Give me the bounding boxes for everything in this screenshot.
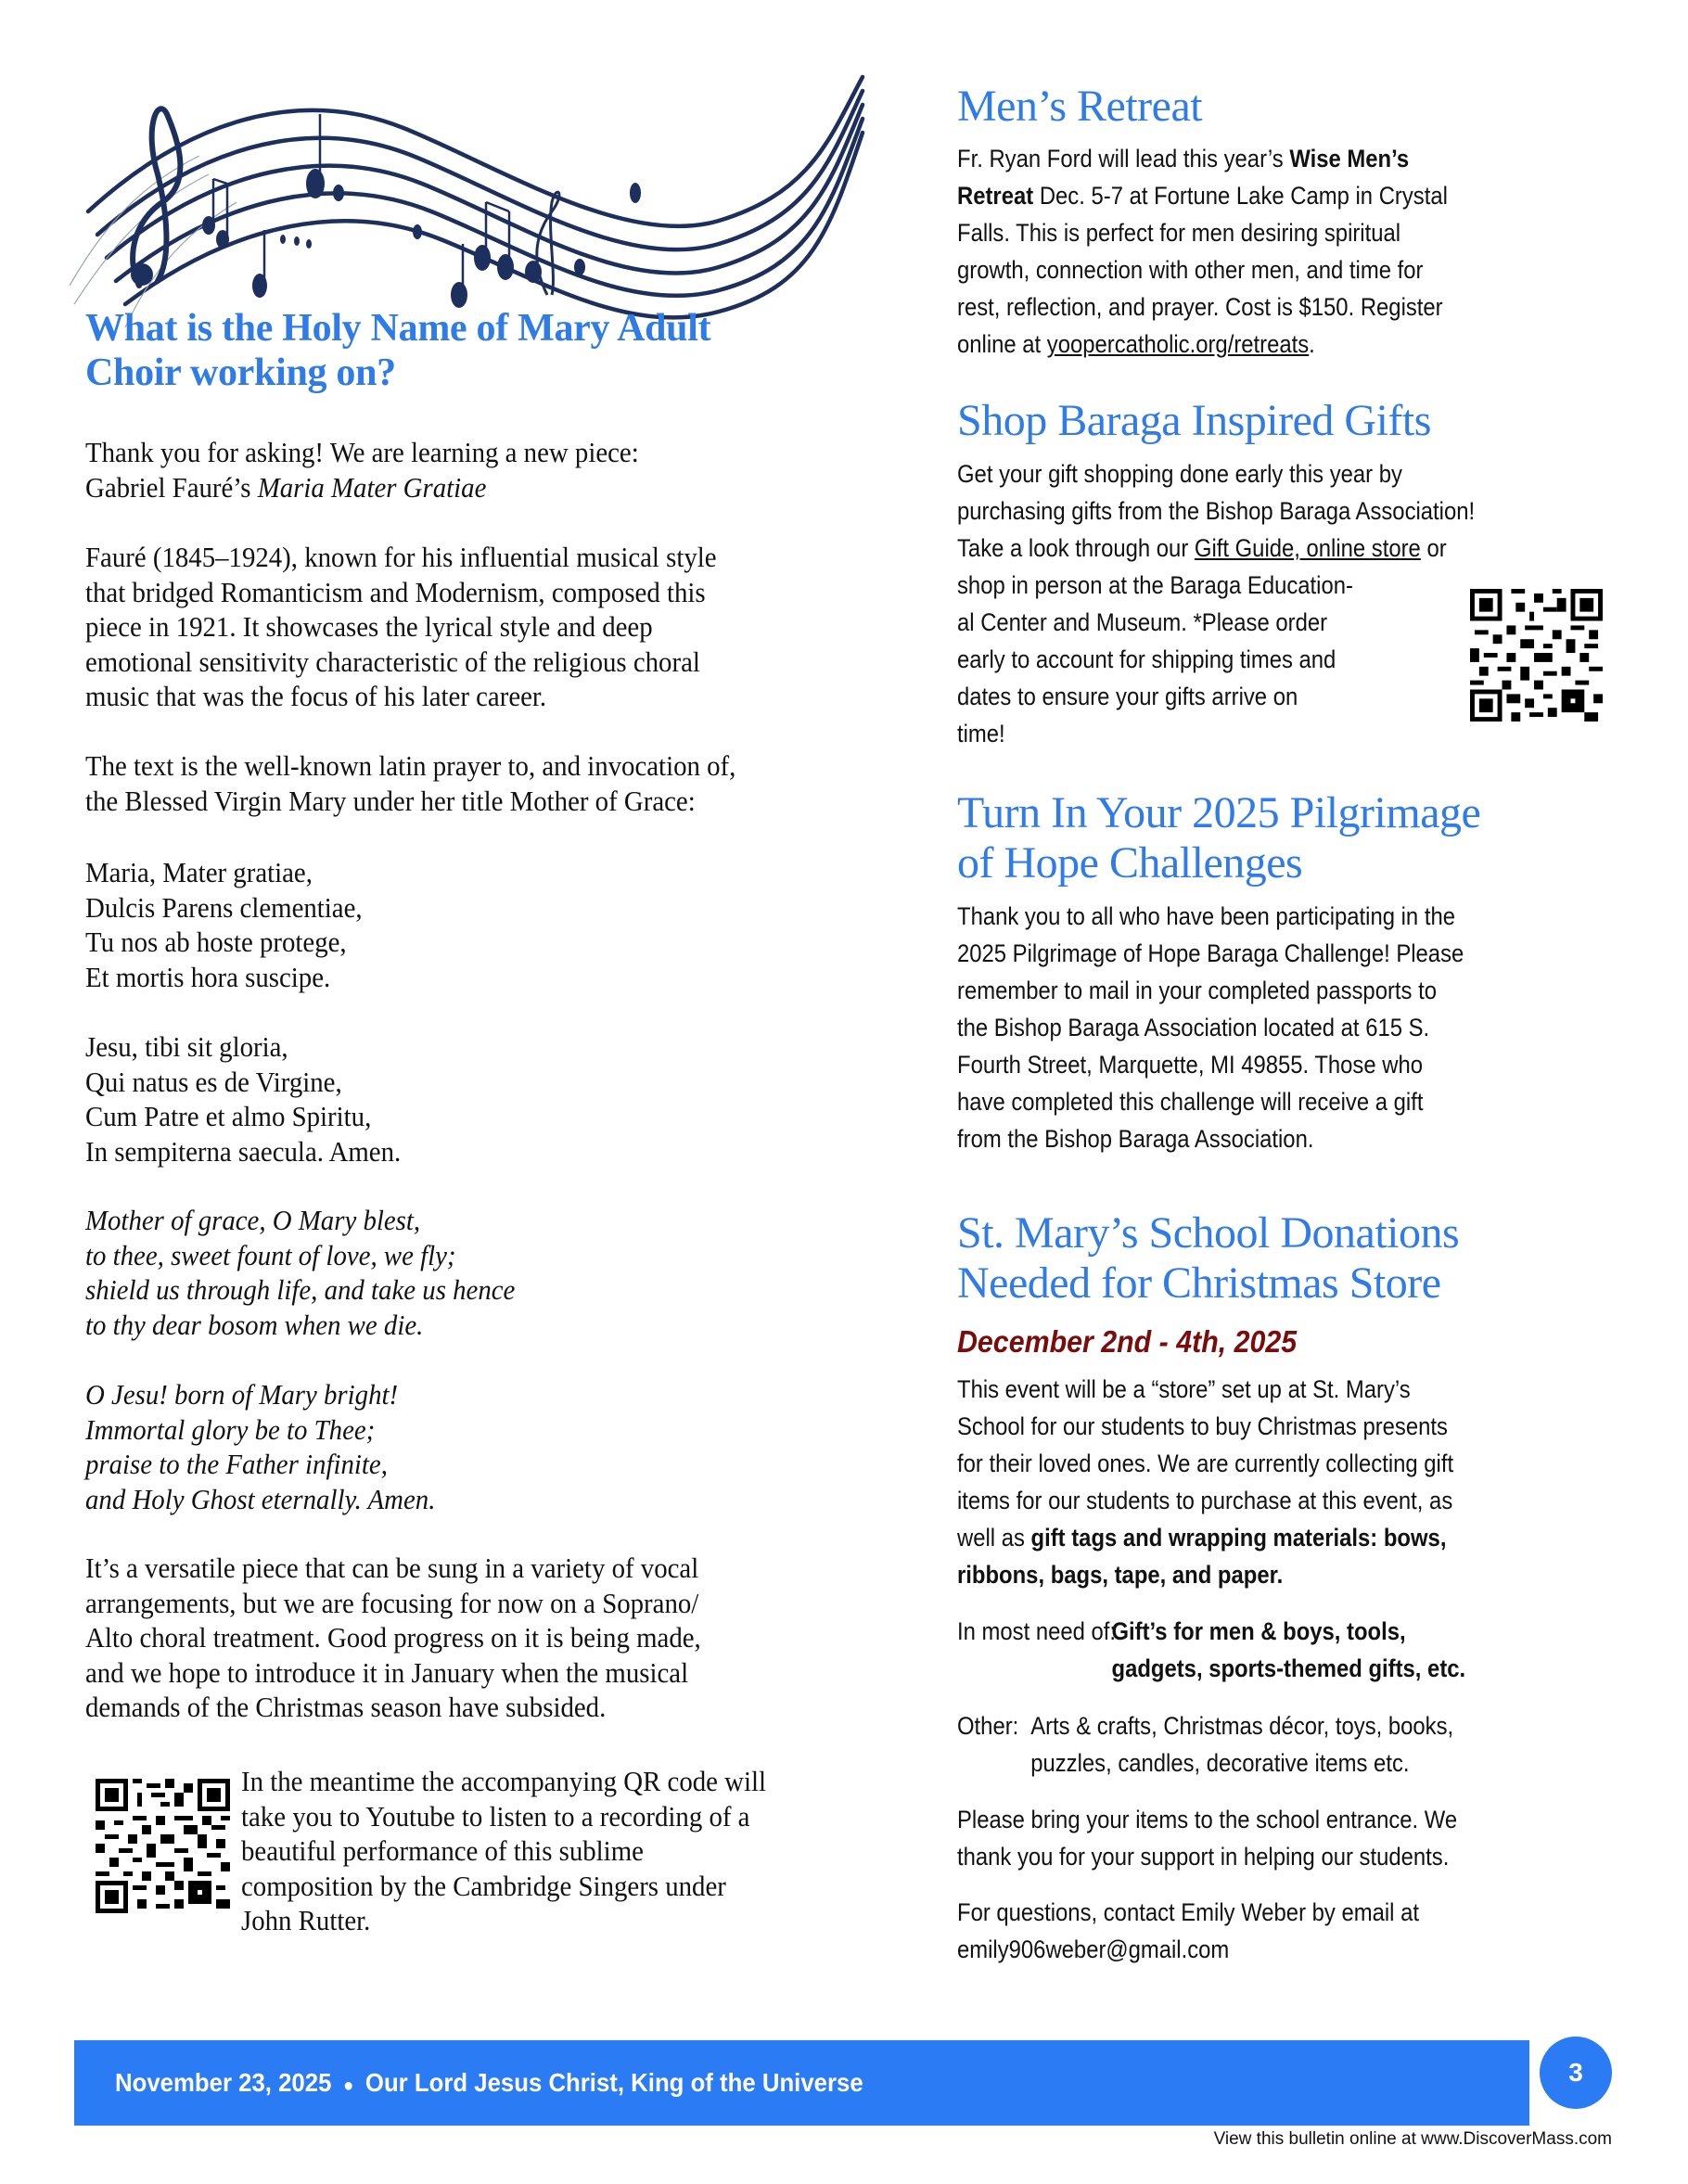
verse-line: Immortal glory be to Thee; bbox=[85, 1412, 376, 1446]
body-text: . bbox=[1309, 330, 1315, 358]
gift-shop-qr-code-icon[interactable] bbox=[1470, 589, 1603, 722]
heading-line: St. Mary’s School Donations bbox=[957, 1208, 1460, 1258]
body-line: 2025 Pilgrimage of Hope Baraga Challenge! Please bbox=[957, 939, 1464, 967]
event-date: December 2nd - 4th, 2025 bbox=[957, 1324, 1298, 1359]
body-line bbox=[957, 530, 1475, 567]
body-text: Take a look through our bbox=[957, 534, 1195, 562]
body-line: Falls. This is perfect for men desiring spiritual bbox=[957, 219, 1401, 247]
needed-materials: ribbons, bags, tape, and paper. bbox=[957, 1561, 1284, 1589]
paragraph-line: beautiful performance of this sublime bbox=[241, 1834, 644, 1867]
retreat-name: Retreat bbox=[957, 182, 1034, 210]
latin-verse-1 bbox=[85, 855, 363, 994]
body-line: Get your gift shopping done early this year by bbox=[957, 460, 1402, 488]
body-line: For questions, contact Emily Weber by email at bbox=[957, 1898, 1419, 1926]
music-staff-illustration bbox=[70, 72, 867, 327]
paragraph-line: The text is the well-known latin prayer to, and invocation of, bbox=[85, 749, 736, 782]
verse-line: Mother of grace, O Mary blest, bbox=[85, 1204, 421, 1236]
footer-date-feast bbox=[115, 2040, 863, 2126]
piece-title: Maria Mater Gratiae bbox=[257, 470, 487, 504]
body-line bbox=[957, 1613, 1465, 1650]
heading-line: What is the Holy Name of Mary Adult bbox=[85, 307, 711, 350]
body-line: purchasing gifts from the Bishop Baraga Association! bbox=[957, 497, 1476, 525]
qr-paragraph bbox=[241, 1764, 766, 1938]
other-items-list bbox=[957, 1707, 1453, 1782]
other-items: Arts & crafts, Christmas décor, toys, books, bbox=[1030, 1712, 1454, 1740]
bullet-separator-icon: ● bbox=[343, 2075, 354, 2096]
contact-note bbox=[957, 1894, 1419, 1968]
body-line: items for our students to purchase at this event, as bbox=[957, 1487, 1453, 1514]
other-label: Other: bbox=[957, 1712, 1019, 1740]
body-line: dates to ensure your gifts arrive on bbox=[957, 683, 1298, 710]
paragraph-line: Fauré (1845–1924), known for his influential musical style bbox=[85, 541, 717, 573]
verse-line: Dulcis Parens clementiae, bbox=[85, 890, 363, 924]
heading-line: Turn In Your 2025 Pilgrimage bbox=[957, 788, 1481, 837]
contact-email[interactable]: emily906weber@gmail.com bbox=[957, 1935, 1230, 1963]
paragraph-line: the Blessed Virgin Mary under her title Mother of Grace: bbox=[85, 784, 696, 817]
body-line: rest, reflection, and prayer. Cost is $150. Register bbox=[957, 293, 1443, 321]
verse-line: Cum Patre et almo Spiritu, bbox=[85, 1100, 372, 1132]
body-line bbox=[957, 1519, 1453, 1556]
body-text: Fr. Ryan Ford will lead this year’s bbox=[957, 145, 1290, 172]
paragraph-line: demands of the Christmas season have subsided. bbox=[85, 1691, 607, 1723]
paragraph-line: and we hope to introduce it in January when the musical bbox=[85, 1655, 689, 1689]
paragraph-line: take you to Youtube to listen to a recording of a bbox=[241, 1799, 750, 1833]
mens-retreat-body bbox=[957, 140, 1448, 363]
verse-line: shield us through life, and take us hence bbox=[85, 1273, 516, 1306]
school-donations-heading bbox=[957, 1208, 1459, 1309]
intro-line bbox=[85, 470, 639, 505]
paragraph-line: It’s a versatile piece that can be sung in a variety of vocal bbox=[85, 1552, 699, 1584]
verse-line: Jesu, tibi sit gloria, bbox=[85, 1030, 288, 1063]
pilgrimage-heading bbox=[957, 788, 1480, 888]
paragraph-line: piece in 1921. It showcases the lyrical style and deep bbox=[85, 610, 653, 643]
page-number: 3 bbox=[1540, 2037, 1612, 2109]
verse-line: Tu nos ab hoste protege, bbox=[85, 926, 347, 958]
heading-line: Shop Baraga Inspired Gifts bbox=[957, 396, 1431, 445]
heading-line: Choir working on? bbox=[85, 351, 396, 394]
paragraph-line: that bridged Romanticism and Modernism, composed this bbox=[85, 575, 706, 608]
need-items: Gift’s for men & boys, tools, bbox=[1111, 1617, 1406, 1645]
shop-gifts-heading bbox=[957, 396, 1431, 446]
paragraph-line: music that was the focus of his later career. bbox=[85, 680, 547, 712]
body-line: for their loved ones. We are currently collecting gift bbox=[957, 1450, 1454, 1477]
need-items: gadgets, sports-themed gifts, etc. bbox=[1111, 1654, 1466, 1682]
shop-gifts-body bbox=[957, 455, 1475, 752]
verse-line: to thee, sweet fount of love, we fly; bbox=[85, 1238, 456, 1271]
intro-line: Thank you for asking! We are learning a new piece: bbox=[85, 436, 639, 468]
school-donations-body bbox=[957, 1371, 1453, 1593]
other-items: puzzles, candles, decorative items etc. bbox=[1030, 1749, 1410, 1777]
choir-heading bbox=[85, 306, 710, 395]
body-line: shop in person at the Baraga Education- bbox=[957, 571, 1353, 599]
gift-guide-link[interactable]: Gift Guide, online store bbox=[1194, 534, 1421, 562]
heading-line: Men’s Retreat bbox=[957, 82, 1203, 131]
footer-feast: Our Lord Jesus Christ, King of the Universe bbox=[364, 2068, 863, 2097]
body-text: online at bbox=[957, 330, 1047, 358]
body-line: remember to mail in your completed passports to bbox=[957, 977, 1437, 1004]
paragraph-line: John Rutter. bbox=[241, 1904, 371, 1936]
mens-retreat-heading bbox=[957, 82, 1202, 132]
body-text: well as bbox=[957, 1524, 1031, 1552]
body-text: Dec. 5-7 at Fortune Lake Camp in Crystal bbox=[1033, 182, 1448, 210]
footer-date: November 23, 2025 bbox=[115, 2068, 332, 2097]
verse-line: O Jesu! born of Mary bright! bbox=[85, 1378, 399, 1411]
paragraph-line: emotional sensitivity characteristic of the religious choral bbox=[85, 645, 700, 678]
body-line: al Center and Museum. *Please order bbox=[957, 608, 1328, 636]
paragraph-line: arrangements, but we are focusing for now on a Soprano/ bbox=[85, 1586, 699, 1619]
retreats-link[interactable]: yoopercatholic.org/retreats bbox=[1046, 330, 1310, 358]
faure-paragraph bbox=[85, 540, 717, 714]
intro-text: Gabriel Fauré’s bbox=[85, 470, 258, 504]
text-paragraph bbox=[85, 748, 735, 818]
bring-items-note bbox=[957, 1801, 1457, 1875]
verse-line: to thy dear bosom when we die. bbox=[85, 1308, 424, 1341]
body-line: thank you for your support in helping our students. bbox=[957, 1843, 1450, 1871]
most-needed-list bbox=[957, 1613, 1465, 1687]
body-line: early to account for shipping times and bbox=[957, 645, 1336, 673]
versatile-paragraph bbox=[85, 1551, 701, 1725]
english-verse-2 bbox=[85, 1377, 435, 1516]
body-line bbox=[957, 326, 1448, 363]
paragraph-line: Alto choral treatment. Good progress on it is being made, bbox=[85, 1621, 701, 1654]
body-line: Thank you to all who have been participating in the bbox=[957, 902, 1455, 930]
verse-line: praise to the Father infinite, bbox=[85, 1448, 388, 1480]
verse-line: Et mortis hora suscipe. bbox=[85, 960, 331, 993]
body-line: growth, connection with other men, and time for bbox=[957, 256, 1424, 284]
latin-verse-2 bbox=[85, 1029, 401, 1169]
body-line: from the Bishop Baraga Association. bbox=[957, 1125, 1314, 1153]
need-label: In most need of: bbox=[957, 1617, 1117, 1645]
verse-line: and Holy Ghost eternally. Amen. bbox=[85, 1482, 436, 1515]
youtube-qr-code-icon[interactable] bbox=[96, 1779, 230, 1913]
body-line: have completed this challenge will receive a gift bbox=[957, 1088, 1424, 1116]
body-line bbox=[957, 1744, 1453, 1782]
online-bulletin-note: View this bulletin online at www.DiscoverMass.com bbox=[1213, 2129, 1612, 2149]
paragraph-line: In the meantime the accompanying QR code will bbox=[241, 1765, 767, 1797]
retreat-name: Wise Men’s bbox=[1289, 145, 1410, 172]
body-line bbox=[957, 177, 1448, 214]
body-line: time! bbox=[957, 720, 1005, 747]
verse-line: Qui natus es de Virgine, bbox=[85, 1065, 342, 1098]
heading-line: of Hope Challenges bbox=[957, 838, 1303, 888]
heading-line: Needed for Christmas Store bbox=[957, 1258, 1441, 1308]
body-line: Please bring your items to the school entrance. We bbox=[957, 1806, 1458, 1833]
body-text: or bbox=[1420, 534, 1447, 562]
body-line bbox=[957, 1707, 1453, 1744]
body-line: Fourth Street, Marquette, MI 49855. Those who bbox=[957, 1051, 1424, 1079]
body-line bbox=[957, 1650, 1465, 1687]
english-verse-1 bbox=[85, 1203, 515, 1342]
body-line: This event will be a “store” set up at St. Mary’s bbox=[957, 1375, 1411, 1403]
body-line: School for our students to buy Christmas presents bbox=[957, 1412, 1448, 1440]
body-line: the Bishop Baraga Association located at 615 S. bbox=[957, 1014, 1430, 1041]
needed-materials: gift tags and wrapping materials: bows, bbox=[1030, 1524, 1447, 1552]
pilgrimage-body bbox=[957, 898, 1464, 1157]
verse-line: In sempiterna saecula. Amen. bbox=[85, 1134, 402, 1168]
paragraph-line: composition by the Cambridge Singers under bbox=[241, 1869, 726, 1902]
verse-line: Maria, Mater gratiae, bbox=[85, 856, 313, 888]
intro-paragraph bbox=[85, 435, 639, 504]
body-line bbox=[957, 140, 1448, 177]
